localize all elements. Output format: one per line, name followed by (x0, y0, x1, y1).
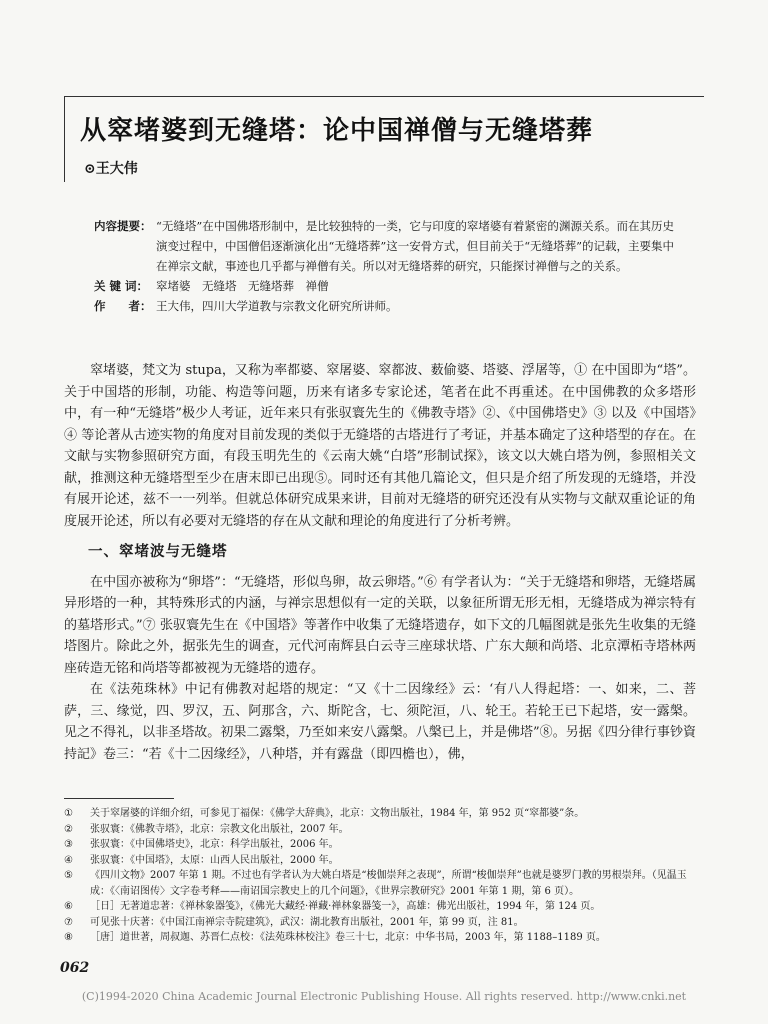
title-frame-left (64, 96, 65, 182)
body-paragraph-1: 窣堵婆，梵文为 stupa，又称为率都婆、窣屠婆、窣都波、薮偷婆、塔婆、浮屠等，① 在中国即为“塔”。关于中国塔的形制，功能、构造等问题，历来有诸多专家论述，笔者在此不再重述。在中国佛教的众多塔形中，有一种“无缝塔”极少人考证，近年来只有张驭寰先生的《佛教寺塔》②、《中国佛塔史》③ 以及《中国塔》④ 等论著从古迹实物的角度对目前发现的类似于无缝塔的古塔进行了考证，并基本确定了这种塔型的存在。在文献与实物参照研究方面，有段玉明先生的《云南大姚“白塔”形制试探》，该文以大姚白塔为例，参照相关文献，推测这种无缝塔型至少在唐末即已出现⑤。同时还有其他几篇论文，但只是介绍了所发现的无缝塔，并没有展开论述，兹不一一列举。但就总体研究成果来讲，目前对无缝塔的研究还没有从实物与文献双重论证的角度展开论述，所以有必要对无缝塔的存在从文献和理论的角度进行了分析考辨。 (64, 363, 696, 529)
footnote-item (64, 868, 696, 899)
footnote-text: 可见张十庆著：《中国江南禅宗寺院建筑》，武汉：湖北教育出版社，2001 年，第 99 页，注 81。 (90, 916, 524, 928)
footnote-item (64, 806, 696, 822)
footnote-mark: ④ (64, 854, 73, 866)
footnote-mark: ⑤ (64, 870, 73, 881)
body-paragraph-3: 在《法苑珠林》中记有佛教对起塔的规定：“又《十二因缘经》云：‘有八人得起塔：一、如来，二、菩萨，三、缘觉，四、罗汉，五、阿那含，六、斯陀含，七、须陀洹，八、轮王。若轮王已下起塔，安一露槃。见之不得礼，以非圣塔故。初果二露槃，乃至如来安八露槃。八槃已上，并是佛塔”⑧。另据《四分律行事钞資持記》卷三：“若《十二因缘经》，八种塔，并有露盘（即四檐也），佛， (64, 682, 696, 762)
footnote-mark: ① (64, 808, 73, 819)
footnote-mark: ② (64, 823, 73, 835)
footnote-text: 《四川文物》2007 年第 1 期。不过也有学者认为大姚白塔是“梭伽崇拜之表现”，所谓“梭伽崇拜”也就是婆罗门教的男根崇拜。（见温玉成：《〈南诏图传〉文字卷考释——南诏国宗教史上的几个问题》，《世界宗教研究》2001 年第 1 期，第 6 页）。 (90, 870, 687, 897)
footnote-divider (64, 798, 174, 799)
keywords-text: 窣堵婆 无缝塔 无缝塔葬 禅僧 (156, 279, 329, 293)
author-label: 作 者： (94, 299, 152, 313)
title-frame-top (64, 96, 704, 97)
footnote-text: 张驭寰：《佛教寺塔》，北京：宗教文化出版社，2007 年。 (90, 823, 349, 835)
abstract-summary-row (94, 216, 674, 276)
summary-text: “无缝塔”在中国佛塔形制中，是比较独特的一类，它与印度的窣堵婆有着紧密的渊源关系。而在其历史演变过程中，中国僧侣逐渐演化出“无缝塔葬”这一安骨方式，但目前关于“无缝塔葬”的记载，主要集中在禅宗文献，事迹也几乎都与禅僧有关。所以对无缝塔葬的研究，只能探讨禅僧与之的关系。 (156, 219, 675, 273)
footnote-text: 张驭寰：《中国塔》，太原：山西人民出版社，2000 年。 (90, 854, 339, 866)
abstract-keywords-row (94, 276, 674, 296)
copyright-notice: (C)1994-2020 China Academic Journal Electronic Publishing House. All rights reserved. http://www.cnki.net (81, 990, 687, 1003)
article-body (64, 360, 696, 765)
footnote-item (64, 899, 696, 915)
footnote-mark: ③ (64, 839, 73, 850)
article-title: 从窣堵婆到无缝塔：论中国禅僧与无缝塔葬 (80, 116, 594, 146)
section-heading-1: 一、窣堵波与无缝塔 (88, 543, 228, 560)
footnote-mark: ⑦ (64, 916, 73, 928)
footnote-text: 关于窣屠婆的详细介绍，可参见丁福保：《佛学大辞典》，北京：文物出版社，1984 年，第 952 页“窣都婆”条。 (90, 808, 585, 819)
page-number: 062 (60, 960, 90, 976)
footnote-text: ［唐］道世著，周叔迦、苏晋仁点校：《法苑珠林校注》卷三十七，北京：中华书局，2003 年，第 1188–1189 页。 (90, 932, 606, 943)
footnote-item (64, 837, 696, 853)
footnote-mark: ⑧ (64, 932, 73, 943)
author-byline: ⊙王大伟 (84, 161, 138, 177)
keywords-label: 关 键 词： (94, 279, 149, 293)
footnote-text: 张驭寰：《中国佛塔史》，北京：科学出版社，2006 年。 (90, 839, 339, 850)
footnote-item (64, 853, 696, 869)
footnote-text: ［日］无著道忠著：《禅林象器笺》，《佛光大藏经·禅藏·禅林象器笺一》，高雄：佛光出版社，1994 年，第 124 页。 (90, 901, 601, 912)
summary-label: 内容提要： (94, 219, 152, 233)
body-paragraph-2: 在中国亦被称为“卵塔”：“无缝塔，形似鸟卵，故云卵塔。”⑥ 有学者认为：“关于无缝塔和卵塔，无缝塔属异形塔的一种，其特殊形式的内涵，与禅宗思想似有一定的关联，以象征所谓无形无相，无缝塔成为禅宗特有的墓塔形式。”⑦ 张驭寰先生在《中国塔》等著作中收集了无缝塔遗存，如下文的几幅图就是张先生收集的无缝塔图片。除此之外，据张先生的调查，元代河南辉县白云寺三座球状塔、广东大颠和尚塔、北京潭柘寺塔林两座砖造无铭和尚塔等都被视为无缝塔的遗存。 (64, 574, 696, 676)
footnote-item (64, 822, 696, 838)
footnote-mark: ⑥ (64, 901, 73, 912)
abstract-author-row (94, 296, 674, 316)
footnote-item (64, 915, 696, 931)
abstract-block (94, 216, 674, 316)
author-text: 王大伟，四川大学道教与宗教文化研究所讲师。 (156, 299, 398, 313)
footnote-item (64, 930, 696, 946)
footnotes (64, 806, 696, 946)
